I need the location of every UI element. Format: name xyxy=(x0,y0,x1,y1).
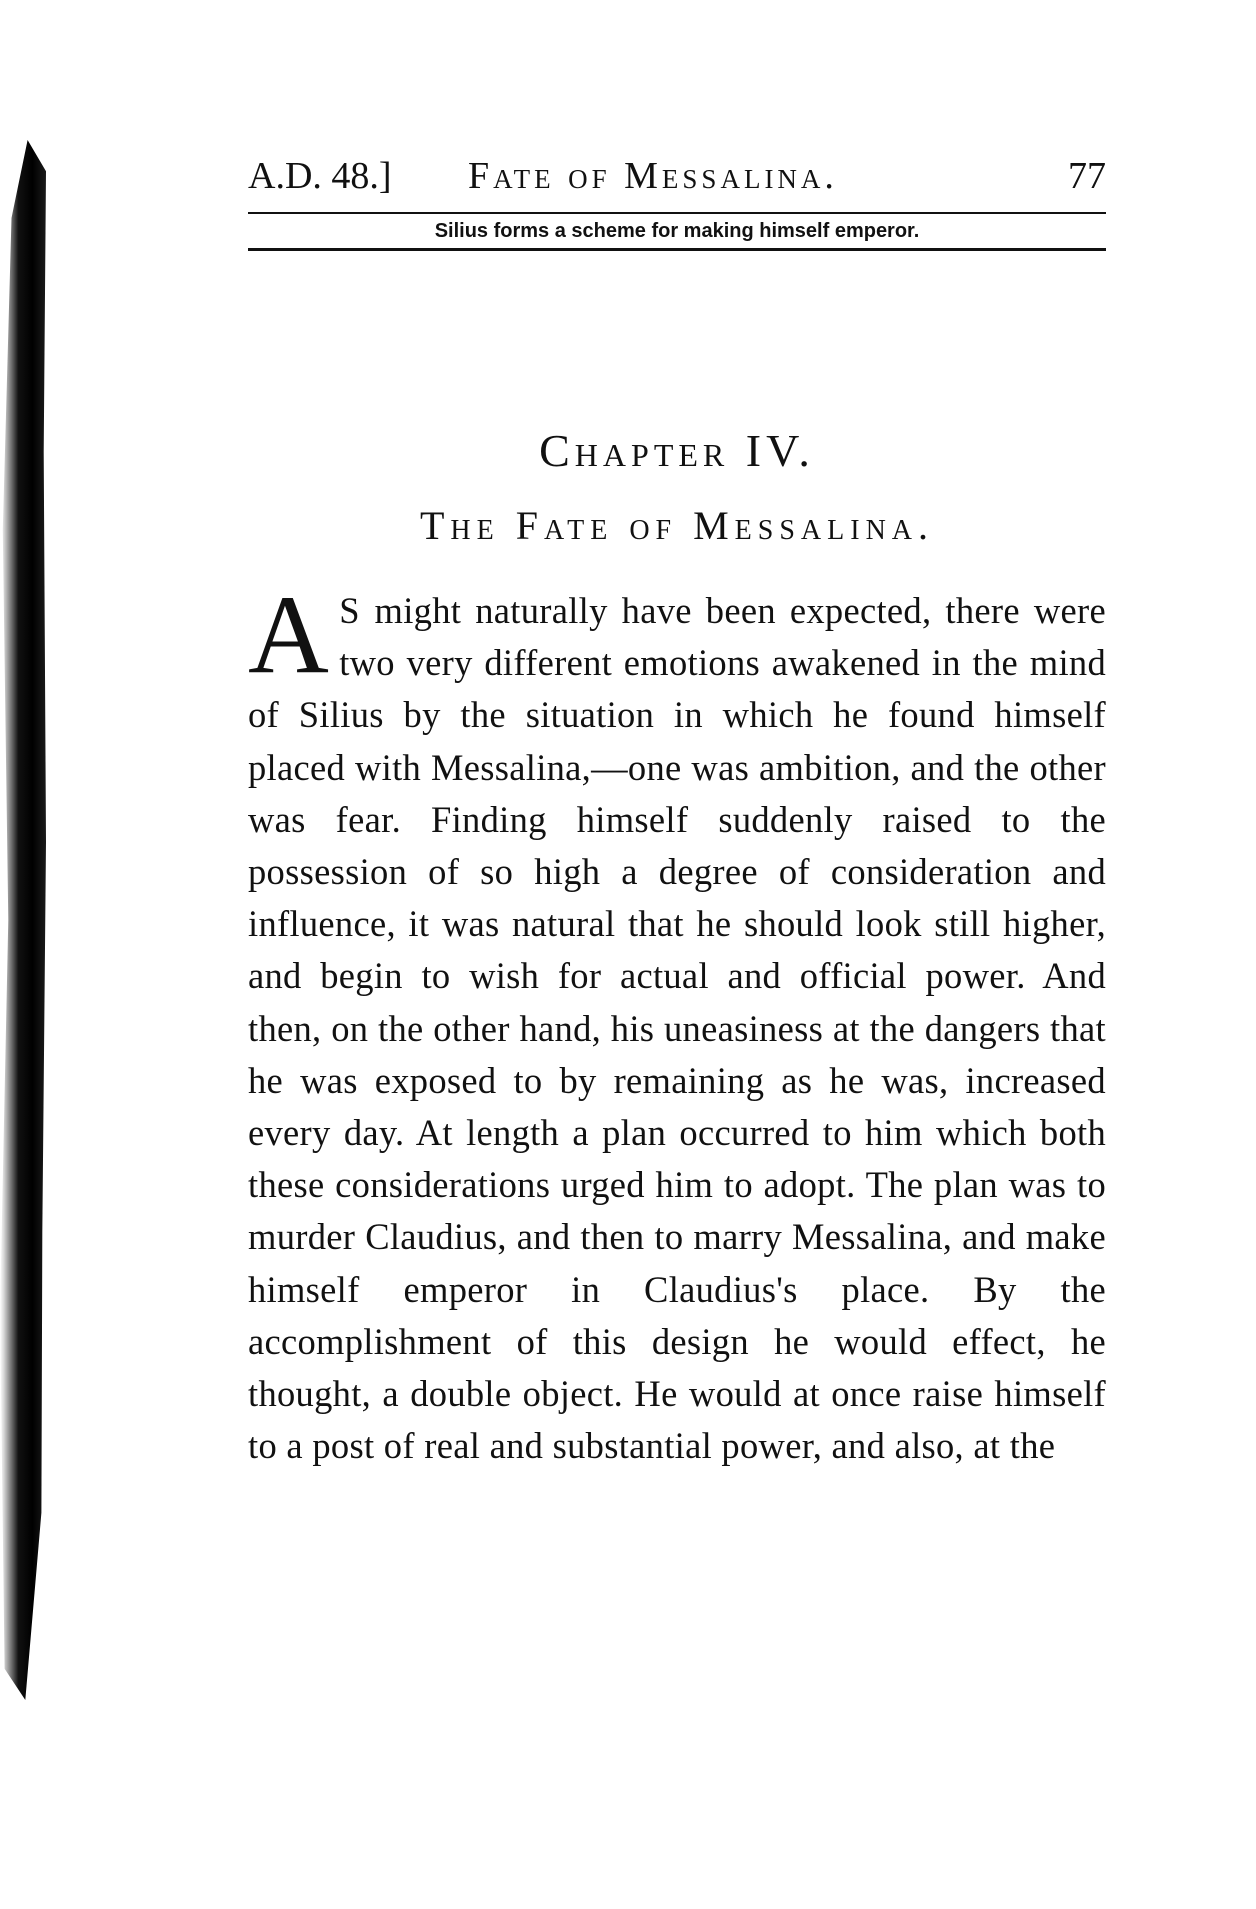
drop-cap: A xyxy=(248,573,330,697)
page-subheading: Silius forms a scheme for making himself emperor. xyxy=(434,220,920,242)
header-rule-bottom xyxy=(248,248,1106,251)
running-head-title: Fate of Messalina. xyxy=(468,155,838,197)
running-head xyxy=(248,150,1106,202)
chapter-heading: Chapter IV. xyxy=(539,425,815,476)
page-number: 77 xyxy=(1068,155,1106,197)
chapter-title: The Fate of Messalina. xyxy=(419,503,935,548)
running-head-date: A.D. 48.] xyxy=(248,155,392,197)
book-spine-shadow xyxy=(0,140,46,1700)
body-paragraph xyxy=(248,573,1106,1472)
drop-cap-rest: S xyxy=(339,590,361,631)
book-page xyxy=(248,150,1106,1472)
body-text: might naturally have been expected, there were two very different emotions awakened in the mind of Silius by the situation in which he found himself placed with Messalina,—one was ambition, and the other was fear. Finding himself suddenly raised to the possession of so high a degree of consideration and influence, it was natural that he should look still higher, and begin to wish for actual and official power. And then, on the other hand, his uneasiness at the dangers that he was exposed to by remaining as he was, increased every day. At length a plan occurred to him which both these considerations urged him to adopt. The plan was to murder Claudius, and then to marry Messalina, and make himself emperor in Claudius's place. By the accomplishment of this design he would effect, he thought, a double object. He would at once raise himself to a post of real and substantial power, and also, at the xyxy=(248,590,1106,1467)
